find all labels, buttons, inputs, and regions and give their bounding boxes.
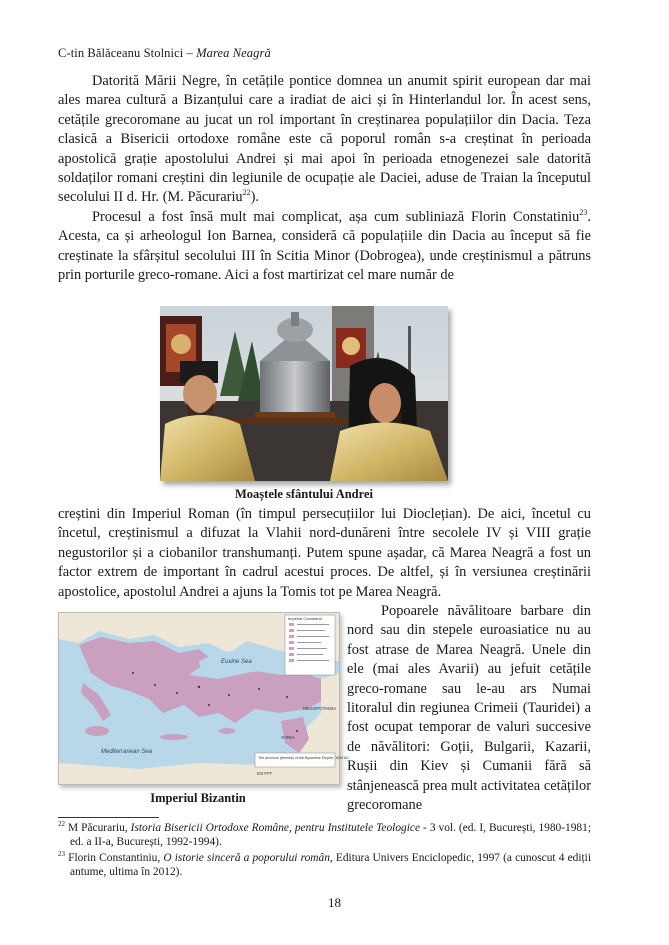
footnote-ref-23[interactable]: 23 [579,208,588,218]
footnote-22-number: 22 [58,820,65,829]
map-legend-title: Imperial Command [288,616,322,621]
header-work-title: Marea Neagră [196,46,271,60]
map-label-mesopotamia: MESOPOTAMIA [303,706,337,711]
paragraph-1 [58,72,591,208]
footnote-22-details: - 3 vol. (ed. I, București, 1980-1981; ed. a II-a, București, 1992-1994). [70,822,591,849]
footnote-23-author: Florin Constantiniu, [68,851,164,864]
footnote-22-title: Istoria Bisericii Ortodoxe Române, pentru Institutele Teologice [130,822,421,834]
footnote-23-number: 23 [58,850,65,859]
map-label-mediterranean: Mediterranean Sea [101,749,153,755]
map-byzantine-empire [58,612,349,785]
map-label-syria: SYRIA [281,735,295,740]
paragraph-2 [58,208,591,286]
paragraph-2-text-a: Procesul a fost însă mult mai complicat, așa cum subliniază Florin Constatiniu [92,208,580,225]
body-text-right-column [347,602,591,815]
running-header [58,46,271,61]
map-legend-note: The province (themes) of the Byzantine Empire, 1025 AD [258,756,349,760]
photo-relics-procession [160,306,448,481]
footnote-22-author: M Păcurariu, [68,822,131,834]
footnote-23-details: , Editura Univers Enciclopedic, 1997 (a cunoscut 4 ediții antume, ultima în 2012). [70,851,591,879]
footnote-23-title: O istorie sinceră a poporului român [163,851,330,864]
footnotes [58,821,591,881]
photo-caption: Moaștele sfântului Andrei [235,487,373,501]
paragraph-1-end: ). [250,189,260,206]
footnote-22 [58,821,591,850]
body-text-middle [58,505,591,602]
body-text-top [58,72,591,285]
footnote-23 [58,851,591,880]
photo-relics-image [160,306,448,481]
paragraph-3: creștini din Imperiul Roman (în timpul persecuțiilor lui Dioclețian). De aici, încetul cu încetul, creștinismul a difuzat la Vlahii nord-dunăreni între secolele IV și VIII grație negustorilor și a ciobanilor transhumanți. Putem spune așadar, că Marea Neagră a fost un factor extrem de important în cadrul acestui proces. De altfel, și în versiunea creștinării apostolice, apostolul Andrei a ajuns la Tomis tot pe Marea Neagră. [58,506,591,600]
paragraph-4: Popoarele năvălitoare barbare din nord sau din stepele euroasiatice nu au fost atrase de Marea Neagră. Unele din ele (mai ales Avarii) au jefuit cetățile greco-romane sau le-au ars Numai litoralul din regiunea Crimeii (Tauridei) a fost ocupat temporar de valuri succesive de năvălitori: Goții, Bulgarii, Kazarii, Rușii din Kiev și Cumanii fără să stânjenească prea mult activitatea cetăților grecoromane [347,603,591,814]
paragraph-2-text-b: . Acesta, ca și arheologul Ion Barnea, consideră că populațiile din Dacia au început să fie creștinate la sfârșitul secolului III în Scitia Minor (Dobrogea), unde creștinismul a pătruns prin porturile greco-romane. Aici a fost martirizat cel mare număr de [58,208,591,284]
map-label-egypt: EGYPT [257,771,273,776]
map-caption: Imperiul Bizantin [150,791,246,805]
header-author: C-tin Bălăceanu Stolnici [58,46,184,60]
page-number: 18 [328,895,341,910]
header-separator: – [183,46,197,60]
paragraph-1-text: Datorită Mării Negre, în cetățile pontice domnea un anumit spirit european dar mai ales marea cultură a Bizanțului care a iradiat de aici și în Hinterlandul lor. În acest sens, cetățile grecoromane au jucat un rol important în creștinarea populațiilor din Dacia. Teza clasică a Bisericii ortodoxe române este că poporul român s-a creștinat în perioada apostolică grație apostolului Andrei și mai apoi în perioada etnogenezei sale datorită soldaților romani creștini din legiunile de ocupație ale Daciei, aduse de Traian la începutul secolului II d. Hr. (M. Păcurariu [58,73,591,206]
map-byzantine-image [59,613,349,784]
footnote-divider [58,817,159,818]
map-label-euxine: Euxine Sea [221,659,252,665]
footnote-ref-22[interactable]: 22 [242,188,251,198]
